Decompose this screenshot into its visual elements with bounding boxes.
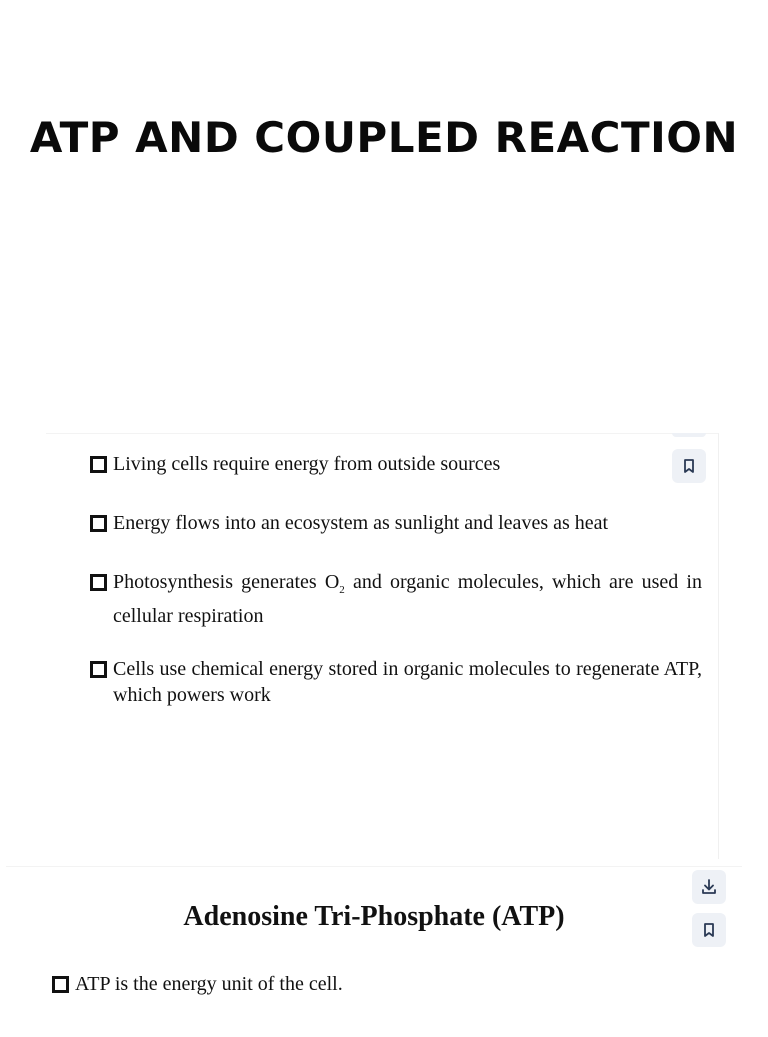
slide-page-2 — [6, 866, 742, 1037]
slide-page-1 — [46, 433, 719, 859]
checkbox-bullet-icon — [90, 661, 107, 678]
bullet-item: Living cells require energy from outside sources — [90, 451, 702, 477]
bullet-item: ATP is the energy unit of the cell. — [52, 971, 672, 997]
bullet-item: Photosynthesis generates $O_2$ and organic molecules, which are used in cellular respiration — [90, 569, 702, 629]
bookmark-button[interactable] — [692, 913, 726, 947]
slide-heading: Adenosine Tri-Phosphate (ATP) — [183, 901, 565, 932]
toolbar-tab — [672, 433, 706, 437]
checkbox-bullet-icon — [90, 456, 107, 473]
download-button[interactable] — [692, 870, 726, 904]
download-icon — [700, 878, 718, 896]
document-title: ATP AND COUPLED REACTION — [29, 113, 739, 162]
bookmark-icon — [681, 458, 697, 474]
bookmark-icon — [701, 922, 717, 938]
bookmark-button[interactable] — [672, 449, 706, 483]
checkbox-bullet-icon — [90, 574, 107, 591]
bullet-item: Energy flows into an ecosystem as sunlight and leaves as heat — [90, 510, 702, 536]
checkbox-bullet-icon — [52, 976, 69, 993]
bullet-item: Cells use chemical energy stored in organic molecules to regenerate ATP, which powers work — [90, 656, 702, 708]
checkbox-bullet-icon — [90, 515, 107, 532]
